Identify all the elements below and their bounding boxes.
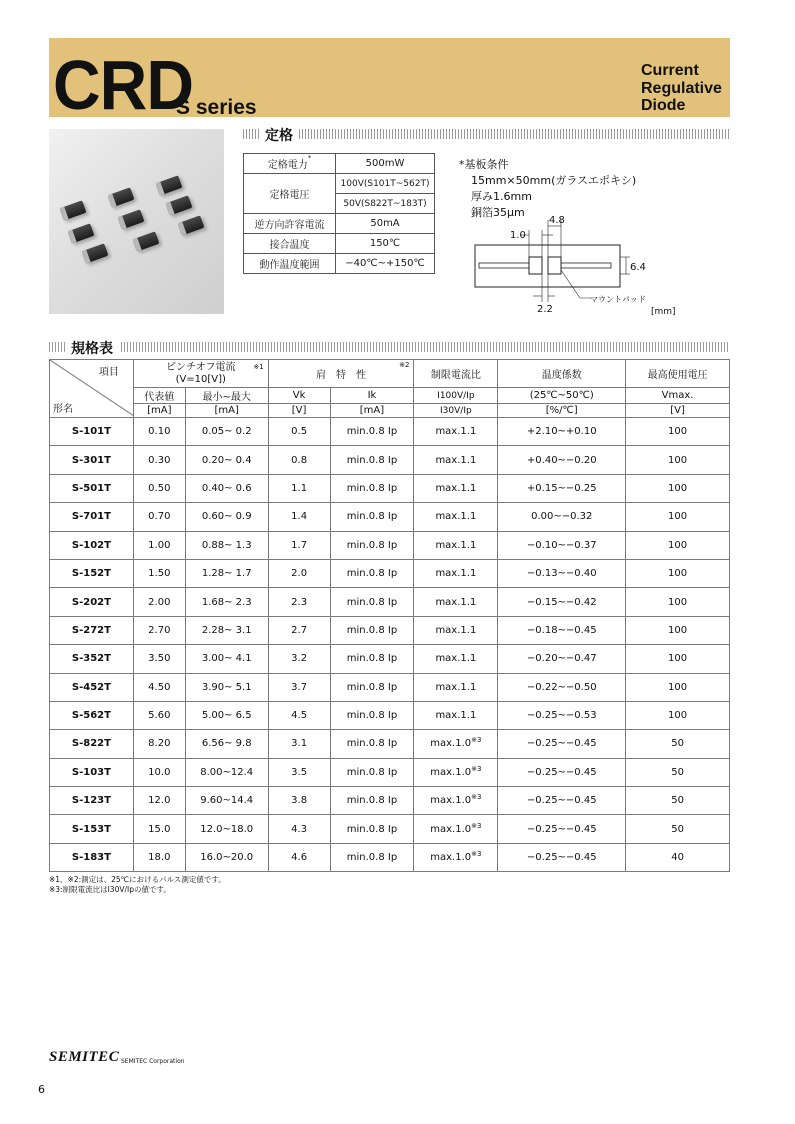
typical-current-cell: 8.20 (133, 730, 185, 758)
table-row (50, 588, 730, 616)
chip-image (82, 243, 109, 263)
temp-coeff-cell: −0.15~−0.42 (498, 588, 626, 616)
ratio-cell (414, 559, 498, 587)
note-mark: ※3 (471, 850, 482, 859)
section-bar (49, 342, 67, 352)
current-range-cell: 16.0~20.0 (185, 843, 268, 871)
ratio-cell (414, 616, 498, 644)
ratio-value: max.1.1 (435, 454, 477, 466)
note-mark: ※1 (253, 363, 264, 371)
vk-cell: 3.5 (268, 758, 330, 786)
ratio-cell (414, 673, 498, 701)
model-name-cell: S-822T (50, 730, 134, 758)
current-range-cell: 3.00~ 4.1 (185, 645, 268, 673)
shoulder-title: 肩 特 性 (316, 370, 367, 381)
section-title: 定格 (265, 128, 293, 144)
typical-current-cell: 0.70 (133, 503, 185, 531)
typical-current-cell: 0.30 (133, 446, 185, 474)
table-row (50, 758, 730, 786)
vmax-cell: 100 (626, 645, 730, 673)
temp-header: 温度係数 (498, 360, 626, 388)
ratio-cell (414, 787, 498, 815)
ik-cell: min.0.8 Ip (330, 815, 414, 843)
conditions-line: 15mm×50mm(ガラスエポキシ) (471, 174, 637, 187)
temp-coeff-cell: −0.20~−0.47 (498, 645, 626, 673)
current-range-cell: 0.40~ 0.6 (185, 474, 268, 502)
typical-current-cell: 1.00 (133, 531, 185, 559)
ik-cell: min.0.8 Ip (330, 843, 414, 871)
model-name-cell: S-501T (50, 474, 134, 502)
conditions-line: 銅箔35μm (471, 206, 525, 219)
vk-cell: 4.5 (268, 701, 330, 729)
model-name-cell: S-701T (50, 503, 134, 531)
typical-current-cell: 1.50 (133, 559, 185, 587)
chip-image (108, 187, 135, 207)
current-range-cell: 3.90~ 5.1 (185, 673, 268, 701)
vmax-cell: 50 (626, 758, 730, 786)
dim-label: 2.2 (537, 304, 553, 315)
rating-label: 定格電圧 (244, 174, 336, 214)
temp-coeff-cell: 0.00~−0.32 (498, 503, 626, 531)
ratio-cell (414, 446, 498, 474)
note-mark: ※3 (471, 736, 482, 745)
vmax-cell: 100 (626, 588, 730, 616)
footnote: ※3:制限電流比はI30V/Ipの値です。 (49, 885, 171, 894)
ratio-cell (414, 503, 498, 531)
unit-cell: [mA] (133, 404, 185, 418)
chip-image (166, 195, 193, 215)
rating-value: −40℃~+150℃ (336, 254, 435, 274)
model-name-cell: S-452T (50, 673, 134, 701)
footnotes (49, 875, 226, 895)
vmax-cell: 40 (626, 843, 730, 871)
unit-cell: I30V/Ip (414, 404, 498, 418)
table-row (50, 559, 730, 587)
subtitle-line: Regulative (641, 79, 722, 97)
section-heading-ratings (243, 126, 730, 142)
temp-coeff-cell: −0.25~−0.45 (498, 758, 626, 786)
current-range-cell: 0.88~ 1.3 (185, 531, 268, 559)
model-name-cell: S-183T (50, 843, 134, 871)
rating-value: 100V(S101T~562T) (336, 174, 435, 194)
chip-image (118, 209, 145, 229)
ratio-header: 制限電流比 (414, 360, 498, 388)
ik-cell: min.0.8 Ip (330, 418, 414, 446)
temp-coeff-cell: −0.25~−0.45 (498, 843, 626, 871)
chip-image (68, 223, 95, 243)
ratio-value: max.1.1 (435, 624, 477, 636)
vk-cell: 1.7 (268, 531, 330, 559)
ik-cell: min.0.8 Ip (330, 673, 414, 701)
vk-cell: 0.5 (268, 418, 330, 446)
unit-cell: [V] (268, 404, 330, 418)
temp-coeff-cell: −0.25~−0.45 (498, 730, 626, 758)
subtitle-line: Diode (641, 97, 686, 114)
section-title: 規格表 (71, 341, 113, 357)
vk-cell: 2.0 (268, 559, 330, 587)
pinch-condition: (V=10[V]) (175, 373, 226, 385)
model-name-cell: S-272T (50, 616, 134, 644)
rating-label: 接合温度 (244, 234, 336, 254)
ratio-value: max.1.1 (435, 681, 477, 693)
vk-cell: 3.8 (268, 787, 330, 815)
vk-cell: 3.7 (268, 673, 330, 701)
ratio-cell (414, 418, 498, 446)
ratio-cell (414, 645, 498, 673)
rating-value: 50mA (336, 214, 435, 234)
vmax-cell: 100 (626, 446, 730, 474)
model-label: 形名 (53, 404, 73, 415)
current-range-cell: 0.05~ 0.2 (185, 418, 268, 446)
ratio-cell (414, 758, 498, 786)
ratio-cell (414, 474, 498, 502)
ratio-sub-header: I100V/Ip (414, 388, 498, 404)
section-bar (121, 342, 730, 352)
note-mark: ※3 (471, 764, 482, 773)
ratio-value: max.1.1 (435, 568, 477, 580)
minmax-header: 最小~最大 (185, 388, 268, 404)
typ-header: 代表値 (133, 388, 185, 404)
ratio-value: max.1.0 (430, 823, 472, 835)
temp-coeff-cell: −0.25~−0.53 (498, 701, 626, 729)
ratio-value: max.1.1 (435, 482, 477, 494)
ratio-value: max.1.1 (435, 426, 477, 438)
typical-current-cell: 10.0 (133, 758, 185, 786)
current-range-cell: 1.68~ 2.3 (185, 588, 268, 616)
vk-cell: 1.1 (268, 474, 330, 502)
current-range-cell: 0.60~ 0.9 (185, 503, 268, 531)
rating-label: 動作温度範囲 (244, 254, 336, 274)
corner-header-cell (50, 360, 134, 418)
ratings-table (243, 153, 435, 274)
shoulder-header (268, 360, 414, 388)
pinch-header (133, 360, 268, 388)
ik-cell: min.0.8 Ip (330, 645, 414, 673)
typical-current-cell: 15.0 (133, 815, 185, 843)
temp-coeff-cell: −0.10~−0.37 (498, 531, 626, 559)
table-row (50, 503, 730, 531)
note-mark: ※2 (399, 361, 410, 369)
ratio-cell (414, 701, 498, 729)
ik-cell: min.0.8 Ip (330, 730, 414, 758)
vk-cell: 4.3 (268, 815, 330, 843)
chip-image (156, 175, 183, 195)
ik-header: Ik (330, 388, 414, 404)
model-name-cell: S-562T (50, 701, 134, 729)
temp-coeff-cell: −0.25~−0.45 (498, 787, 626, 815)
table-row (50, 701, 730, 729)
unit-cell: [mA] (185, 404, 268, 418)
product-photo (49, 129, 224, 314)
model-name-cell: S-102T (50, 531, 134, 559)
model-name-cell: S-152T (50, 559, 134, 587)
dim-label: 1.0 (510, 230, 526, 241)
ik-cell: min.0.8 Ip (330, 758, 414, 786)
typical-current-cell: 4.50 (133, 673, 185, 701)
vmax-cell: 50 (626, 730, 730, 758)
pad-label: マウントパッド (590, 295, 646, 304)
current-range-cell: 12.0~18.0 (185, 815, 268, 843)
table-row (50, 673, 730, 701)
table-row (50, 645, 730, 673)
table-row (50, 730, 730, 758)
current-range-cell: 8.00~12.4 (185, 758, 268, 786)
vmax-cell: 50 (626, 815, 730, 843)
chip-image (60, 200, 87, 220)
ratio-value: max.1.1 (435, 710, 477, 722)
rating-value: 500mW (336, 154, 435, 174)
ratio-cell (414, 815, 498, 843)
table-row (50, 843, 730, 871)
current-range-cell: 9.60~14.4 (185, 787, 268, 815)
company-name: SEMITEC Corporation (121, 1058, 185, 1065)
note-mark: ※3 (471, 793, 482, 802)
vk-cell: 3.2 (268, 645, 330, 673)
vk-cell: 4.6 (268, 843, 330, 871)
ratio-value: max.1.0 (430, 795, 472, 807)
model-name-cell: S-103T (50, 758, 134, 786)
typical-current-cell: 0.10 (133, 418, 185, 446)
ik-cell: min.0.8 Ip (330, 474, 414, 502)
ratio-value: max.1.1 (435, 653, 477, 665)
dim-label: 6.4 (630, 262, 646, 273)
typical-current-cell: 18.0 (133, 843, 185, 871)
vmax-cell: 100 (626, 559, 730, 587)
vk-cell: 2.3 (268, 588, 330, 616)
typical-current-cell: 3.50 (133, 645, 185, 673)
ratio-value: max.1.1 (435, 511, 477, 523)
temp-coeff-cell: +0.15~−0.25 (498, 474, 626, 502)
model-name-cell: S-301T (50, 446, 134, 474)
temp-coeff-cell: +0.40~−0.20 (498, 446, 626, 474)
vmax-cell: 50 (626, 787, 730, 815)
page-number: 6 (38, 1083, 45, 1096)
rating-label: 定格電力* (244, 154, 336, 174)
temp-coeff-cell: −0.22~−0.50 (498, 673, 626, 701)
item-label: 項目 (98, 367, 119, 378)
ratio-value: max.1.0 (430, 852, 472, 864)
ik-cell: min.0.8 Ip (330, 616, 414, 644)
vk-cell: 1.4 (268, 503, 330, 531)
ratio-cell (414, 843, 498, 871)
note-mark: ※3 (471, 821, 482, 830)
typical-current-cell: 2.00 (133, 588, 185, 616)
section-heading-spec (49, 339, 730, 355)
unit-cell: [%/℃] (498, 404, 626, 418)
current-range-cell: 2.28~ 3.1 (185, 616, 268, 644)
conditions-title: *基板条件 (459, 158, 509, 171)
model-name-cell: S-101T (50, 418, 134, 446)
vk-header: Vk (268, 388, 330, 404)
ratio-value: max.1.0 (430, 766, 472, 778)
table-row (50, 418, 730, 446)
ratio-value: max.1.1 (435, 596, 477, 608)
table-row (50, 446, 730, 474)
typical-current-cell: 12.0 (133, 787, 185, 815)
vmax-sub-header: Vmax. (626, 388, 730, 404)
model-name-cell: S-352T (50, 645, 134, 673)
typical-current-cell: 2.70 (133, 616, 185, 644)
vmax-cell: 100 (626, 531, 730, 559)
model-name-cell: S-123T (50, 787, 134, 815)
temp-coeff-cell: −0.18~−0.45 (498, 616, 626, 644)
vmax-cell: 100 (626, 616, 730, 644)
model-name-cell: S-202T (50, 588, 134, 616)
current-range-cell: 0.20~ 0.4 (185, 446, 268, 474)
spec-table (49, 359, 730, 872)
dim-label: 4.8 (549, 215, 565, 226)
vmax-header: 最高使用電圧 (626, 360, 730, 388)
rating-label: 逆方向許容電流 (244, 214, 336, 234)
vk-cell: 3.1 (268, 730, 330, 758)
subtitle-line: Current (641, 62, 699, 79)
vmax-cell: 100 (626, 673, 730, 701)
vmax-cell: 100 (626, 474, 730, 502)
pinch-title: ピンチオフ電流 (166, 361, 236, 373)
table-row (50, 474, 730, 502)
model-name-cell: S-153T (50, 815, 134, 843)
vmax-cell: 100 (626, 418, 730, 446)
table-row (50, 531, 730, 559)
ik-cell: min.0.8 Ip (330, 787, 414, 815)
ratio-cell (414, 730, 498, 758)
typical-current-cell: 0.50 (133, 474, 185, 502)
product-title: CRD (53, 45, 193, 124)
temp-coeff-cell: +2.10~+0.10 (498, 418, 626, 446)
current-range-cell: 6.56~ 9.8 (185, 730, 268, 758)
section-bar (243, 129, 261, 139)
conditions-line: 厚み1.6mm (471, 190, 532, 203)
vk-cell: 0.8 (268, 446, 330, 474)
ik-cell: min.0.8 Ip (330, 701, 414, 729)
ik-cell: min.0.8 Ip (330, 588, 414, 616)
ik-cell: min.0.8 Ip (330, 559, 414, 587)
table-row (50, 787, 730, 815)
temp-coeff-cell: −0.25~−0.45 (498, 815, 626, 843)
ik-cell: min.0.8 Ip (330, 503, 414, 531)
ratio-value: max.1.0 (430, 738, 472, 750)
company-logo: SEMITEC (49, 1049, 120, 1065)
section-bar (299, 129, 730, 139)
ratio-value: max.1.1 (435, 539, 477, 551)
vk-cell: 2.7 (268, 616, 330, 644)
chip-image (133, 231, 160, 251)
series-label: S series (176, 96, 257, 119)
typical-current-cell: 5.60 (133, 701, 185, 729)
unit-label: [mm] (651, 307, 676, 317)
temp-sub-header: (25℃~50℃) (498, 388, 626, 404)
footnote: ※1、※2:測定は、25℃におけるパルス測定値です。 (49, 875, 226, 884)
ratio-cell (414, 588, 498, 616)
spec-table-body (50, 418, 730, 872)
table-row (50, 616, 730, 644)
rating-value: 150℃ (336, 234, 435, 254)
unit-cell: [V] (626, 404, 730, 418)
ik-cell: min.0.8 Ip (330, 531, 414, 559)
vmax-cell: 100 (626, 701, 730, 729)
chip-image (178, 215, 205, 235)
current-range-cell: 5.00~ 6.5 (185, 701, 268, 729)
rating-value: 50V(S822T~183T) (336, 194, 435, 214)
ratio-cell (414, 531, 498, 559)
product-subtitle (641, 62, 722, 115)
vmax-cell: 100 (626, 503, 730, 531)
mount-pad-diagram (465, 210, 695, 320)
temp-coeff-cell: −0.13~−0.40 (498, 559, 626, 587)
unit-cell: [mA] (330, 404, 414, 418)
current-range-cell: 1.28~ 1.7 (185, 559, 268, 587)
table-row (50, 815, 730, 843)
ik-cell: min.0.8 Ip (330, 446, 414, 474)
